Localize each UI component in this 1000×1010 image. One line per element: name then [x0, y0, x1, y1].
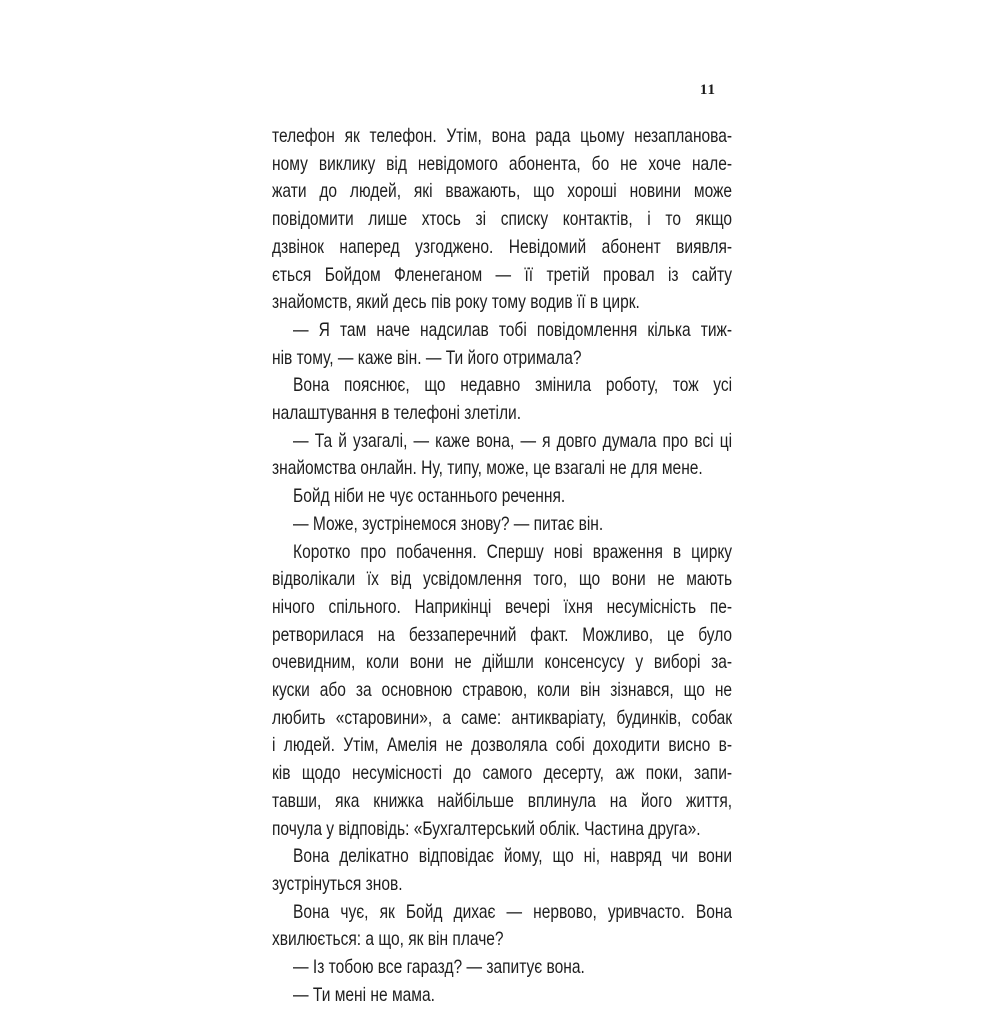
- text-line: ється Бойдом Фленеганом — її третій провал із сайту: [272, 264, 733, 286]
- text-line: почула у відповідь: «Бухгалтерський облік. Частина друга».: [272, 818, 701, 840]
- body-text: [272, 123, 732, 1010]
- text-line: — Із тобою все гаразд? — запитує вона.: [293, 957, 585, 979]
- text-line: ному виклику від невідомого абонента, бо не хоче нале-: [272, 153, 733, 175]
- text-line: нів тому, — каже він. — Ти його отримала?: [272, 347, 582, 369]
- text-line: налаштування в телефоні злетіли.: [272, 403, 522, 425]
- text-line: — Я там наче надсилав тобі повідомлення кілька тиж-: [293, 319, 733, 341]
- text-line: куски або за основною стравою, коли він зізнався, що не: [272, 680, 733, 702]
- text-line: — Ти мені не мама.: [293, 984, 435, 1006]
- text-line: Вона пояснює, що недавно змінила роботу, тож усі: [293, 375, 733, 397]
- text-line: любить «старовини», а саме: антикваріату, будинків, собак: [272, 707, 733, 729]
- text-line: ків щодо несумісності до самого десерту, аж поки, запи-: [272, 763, 733, 785]
- text-line: Вона чує, як Бойд дихає — нервово, уривчасто. Вона: [293, 901, 733, 923]
- text-line: тавши, яка книжка найбільше вплинула на його життя,: [272, 790, 733, 812]
- text-line: дзвінок наперед узгоджено. Невідомий абонент виявля-: [272, 236, 733, 258]
- text-line: — Та й узагалі, — каже вона, — я довго думала про всі ці: [293, 430, 733, 452]
- text-line: телефон як телефон. Утім, вона рада цьому незапланова-: [272, 126, 733, 147]
- text-line: очевидним, коли вони не дійшли консенсусу у виборі за-: [272, 652, 733, 674]
- text-line: Коротко про побачення. Спершу нові враження в цирку: [293, 541, 733, 563]
- text-line: знайомств, який десь пів року тому водив її в цирк.: [272, 292, 640, 314]
- text-line: зустрінуться знов.: [272, 873, 403, 895]
- text-line: знайомства онлайн. Ну, типу, може, це взагалі не для мене.: [272, 458, 703, 480]
- text-line: Бойд ніби не чує останнього речення.: [293, 486, 566, 508]
- text-line: хвилюється: а що, як він плаче?: [272, 929, 504, 951]
- text-line: повідомити лише хтось зі списку контактів, і то якщо: [272, 209, 733, 231]
- text-line: жати до людей, які вважають, що хороші новини може: [272, 181, 733, 203]
- page-number: 11: [699, 82, 716, 98]
- text-line: — Може, зустрінемося знову? — питає він.: [293, 513, 604, 535]
- text-line: відволікали їх від усвідомлення того, що вони не мають: [272, 569, 733, 591]
- text-line: і людей. Утім, Амелія не дозволяла собі доходити висно в-: [272, 735, 733, 757]
- text-line: ретворилася на беззаперечний факт. Можливо, це було: [272, 624, 733, 646]
- text-line: Вона делікатно відповідає йому, що ні, навряд чи вони: [293, 846, 733, 868]
- text-line: нічого спільного. Наприкінці вечері їхня несумісність пе-: [272, 596, 733, 618]
